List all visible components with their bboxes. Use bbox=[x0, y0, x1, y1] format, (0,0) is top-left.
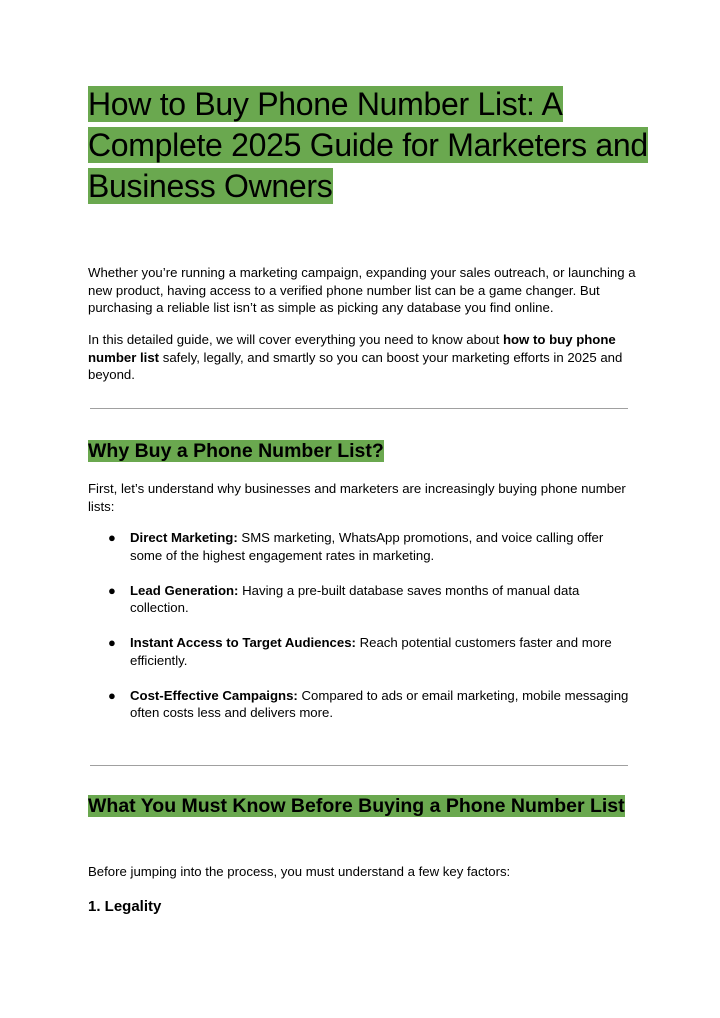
list-item-term: Instant Access to Target Audiences: bbox=[130, 635, 356, 650]
intro-paragraph: Whether you’re running a marketing campaign, expanding your sales outreach, or launching a new product, having access to a verified phone number list can be a game changer. But purchasing a reliable list isn’t as simple as picking any database you find online. bbox=[88, 265, 636, 315]
section-why-intro: First, let’s understand why businesses and marketers are increasingly buying phone number lists: bbox=[88, 481, 626, 514]
list-item-text: Compared to ads or email marketing, mobile messaging often costs less and delivers more. bbox=[130, 687, 629, 720]
section-heading-know-highlight: What You Must Know Before Buying a Phone Number List bbox=[88, 795, 625, 817]
section-know-intro: Before jumping into the process, you must understand a few key factors: bbox=[88, 864, 511, 879]
horizontal-divider bbox=[90, 408, 628, 409]
horizontal-divider bbox=[90, 765, 628, 766]
bullet-icon: ● bbox=[108, 530, 116, 545]
list-item bbox=[88, 529, 636, 564]
list-item-text: Reach potential customers faster and more efficiently. bbox=[130, 635, 612, 668]
list-item bbox=[88, 582, 636, 617]
guide-paragraph-text-after: safely, legally, and smartly so you can boost your marketing efforts in 2025 and beyond. bbox=[88, 349, 623, 382]
list-item-term: Cost-Effective Campaigns: bbox=[130, 687, 298, 703]
list-item-text: Having a pre-built database saves months of manual data collection. bbox=[130, 582, 580, 615]
section-heading-know bbox=[88, 792, 628, 820]
subheading-legality: 1. Legality bbox=[88, 898, 162, 915]
bullet-icon: ● bbox=[108, 635, 116, 650]
list-item-term: Lead Generation: bbox=[130, 582, 239, 598]
page-title bbox=[88, 84, 648, 207]
list-item bbox=[88, 634, 636, 669]
title-highlight: How to Buy Phone Number List: A Complete 2025 Guide for Marketers and Business Owners bbox=[88, 86, 648, 204]
list-item-text: SMS marketing, WhatsApp promotions, and voice calling offer some of the highest engagement rates in marketing. bbox=[130, 530, 604, 563]
list-item bbox=[88, 687, 636, 722]
guide-paragraph bbox=[88, 331, 636, 384]
section-heading-why-highlight: Why Buy a Phone Number List? bbox=[88, 440, 384, 462]
bullet-icon: ● bbox=[108, 687, 116, 703]
benefits-list bbox=[88, 529, 636, 739]
section-heading-why bbox=[88, 437, 628, 465]
list-item-term: Direct Marketing: bbox=[130, 530, 238, 545]
bullet-icon: ● bbox=[108, 582, 116, 598]
guide-paragraph-bold: how to buy phone number list bbox=[88, 332, 616, 365]
guide-paragraph-text-before: In this detailed guide, we will cover everything you need to know about bbox=[88, 332, 503, 347]
